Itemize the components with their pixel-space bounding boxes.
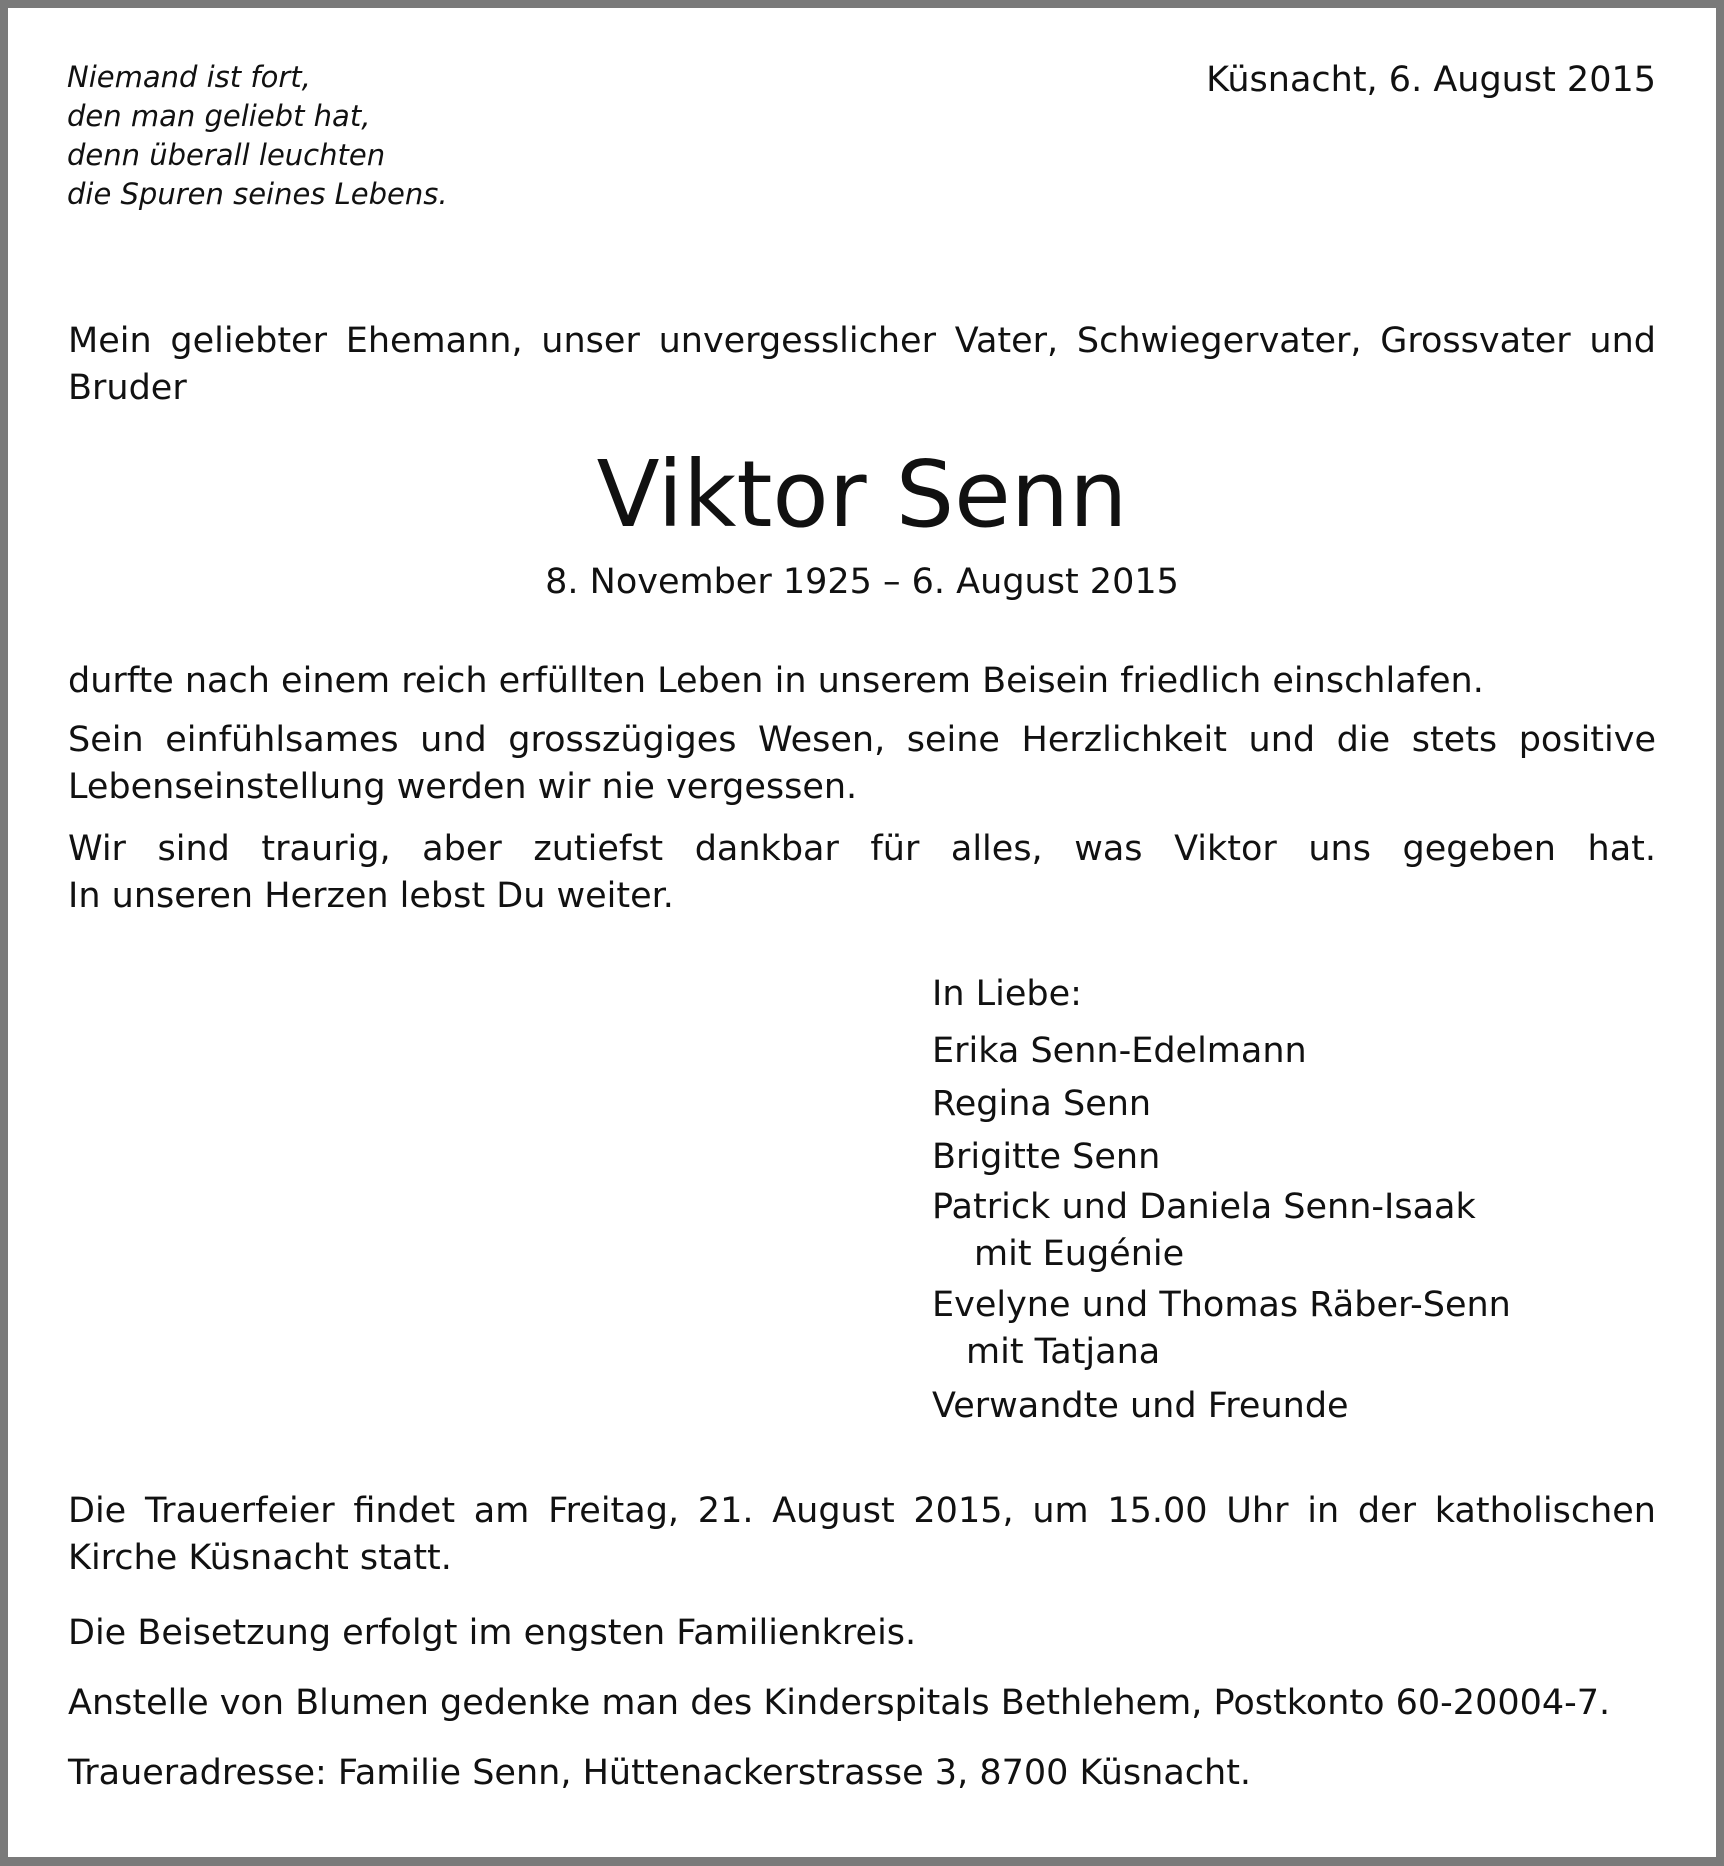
paragraph: In unseren Herzen lebst Du weiter. [68, 876, 674, 916]
quote-line: denn überall leuchten [67, 138, 386, 172]
place-date: Küsnacht, 6. August 2015 [1206, 60, 1656, 100]
quote-line: den man geliebt hat, [67, 99, 371, 133]
quote-line: Niemand ist fort, [67, 60, 311, 94]
mourners-list [932, 968, 1511, 1433]
donation-notice: Anstelle von Blumen gedenke man des Kinderspitals Bethlehem, Postkonto 60-20004-7. [68, 1683, 1611, 1723]
memorial-quote [67, 58, 448, 214]
mourners-heading: In Liebe: [932, 974, 1082, 1014]
mourner-subline: mit Eugénie [974, 1234, 1185, 1274]
mourner-name: Verwandte und Freunde [932, 1386, 1349, 1426]
mourner-name: Brigitte Senn [932, 1137, 1161, 1177]
life-dates: 8. November 1925 – 6. August 2015 [545, 562, 1179, 602]
mourning-address: Traueradresse: Familie Senn, Hüttenackerstrasse 3, 8700 Küsnacht. [68, 1753, 1252, 1793]
burial-notice: Die Beisetzung erfolgt im engsten Familienkreis. [68, 1613, 917, 1653]
funeral-notice: Die Trauerfeier findet am Freitag, 21. August 2015, um 15.00 Uhr in der katholischen Kirche Küsnacht statt. [68, 1491, 1656, 1578]
mourner-name: Evelyne und Thomas Räber-Senn [932, 1285, 1511, 1325]
intro-text: Mein geliebter Ehemann, unser unvergesslicher Vater, Schwiegervater, Grossvater und Bruder [68, 321, 1656, 408]
paragraph: durfte nach einem reich erfüllten Leben in unserem Beisein friedlich einschlafen. [68, 661, 1484, 701]
paragraph: Wir sind traurig, aber zutiefst dankbar für alles, was Viktor uns gegeben hat. [68, 829, 1656, 869]
mourner-subline: mit Tatjana [966, 1332, 1161, 1372]
mourner-name: Erika Senn-Edelmann [932, 1031, 1307, 1071]
mourner-name: Patrick und Daniela Senn-Isaak [932, 1187, 1476, 1227]
paragraph: Sein einfühlsames und grosszügiges Wesen, seine Herzlichkeit und die stets positive Lebenseinstellung werden wir nie vergessen. [68, 720, 1656, 807]
mourner-name: Regina Senn [932, 1084, 1152, 1124]
quote-line: die Spuren seines Lebens. [67, 177, 448, 211]
deceased-name: Viktor Senn [596, 441, 1128, 548]
